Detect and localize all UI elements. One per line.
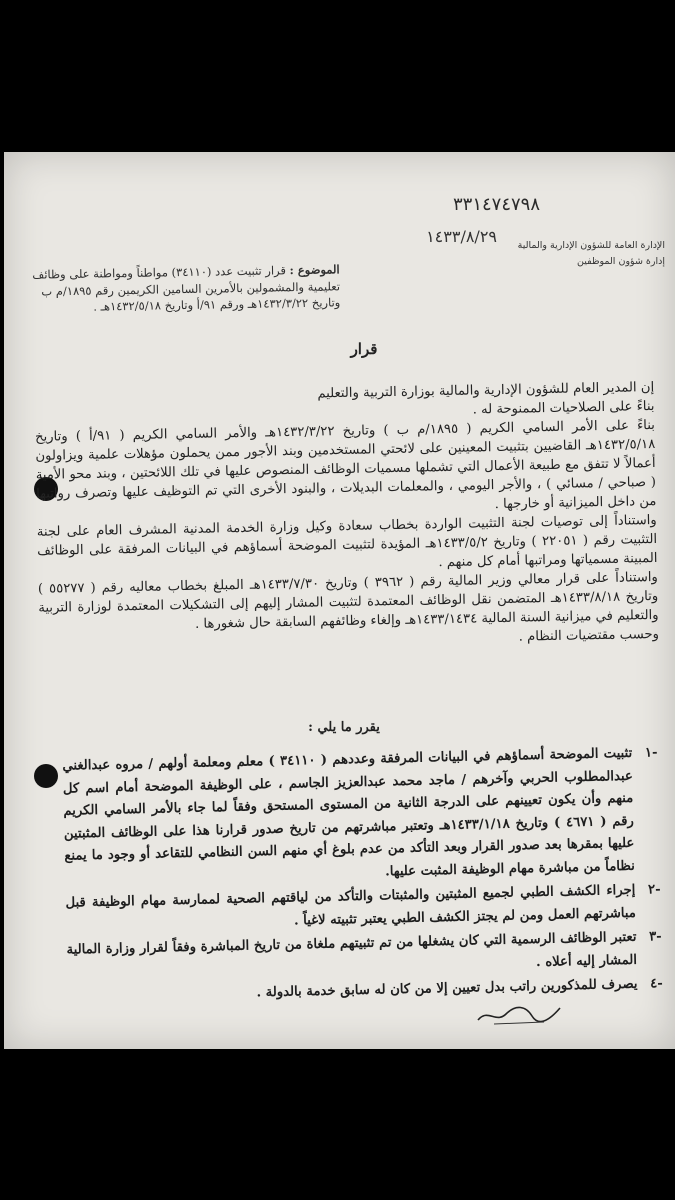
subject-label: الموضوع : bbox=[289, 262, 340, 278]
handwritten-date: ١٤٣٣/٨/٢٩ bbox=[426, 227, 497, 246]
subject-block bbox=[30, 261, 341, 316]
item-text: يصرف للمذكورين راتب بدل تعيين إلا من كان له سابق خدمة بالدولة . bbox=[256, 976, 638, 1001]
item-number: -٣ bbox=[648, 929, 662, 945]
item-number: -٤ bbox=[650, 976, 663, 992]
list-item bbox=[62, 742, 673, 891]
item-number: -١ bbox=[644, 745, 658, 761]
document-title: قرار bbox=[350, 340, 378, 358]
department-line: إدارة شؤون الموظفين bbox=[577, 256, 665, 267]
body-paragraph: وحسب مقتضيات النظام . bbox=[518, 626, 660, 645]
item-text: تثبيت الموضحة أسماؤهم في البيانات المرفقة وعددهم ( ٣٤١١٠ ) معلم ومعلمة أولهم / مروه عبدالغني عبدالمطلوب الحربي وآخرهم / ماجد محمد عبدالعزيز الجاسم ، على الوظيفة الموضحة أمام اسم كل منهم وأن يكون تعيينهم على الدرجة الثانية من المستوى المستحق وفقاً لما جاء بالأمر السامي الكريم رقم ( ٤٦٧١ ) وتاريخ ١٤٣٣/١/١٨هـ وتعتبر مباشرتهم من تاريخ صدور قرارنا هذا على الوظائف المثبتين عليها بمقرها بعد صدور القرار وبعد التأكد من عدم بلوغ أي منهم السن النظامي للتقاعد أو وجود ما يمنع نظاماً من مباشرة مهام الوظيفة المثبت عليها. bbox=[62, 745, 635, 879]
body-paragraph: بناءً على الصلاحيات الممنوحة له . bbox=[472, 398, 655, 418]
decides-label: يقرر ما يلي : bbox=[308, 720, 380, 735]
department-header bbox=[485, 238, 665, 270]
body-text bbox=[34, 378, 659, 656]
item-text: إجراء الكشف الطبي لجميع المثبتين والمثبتات والتأكد من لياقتهم الصحية لممارسة مهام الوظيفة قبل مباشرتهم العمل ومن لم يجتز الكشف الطبي يعتبر تثبيته لاغياً . bbox=[65, 882, 637, 929]
document-page bbox=[4, 152, 675, 1049]
item-number: -٢ bbox=[647, 882, 661, 898]
punch-hole bbox=[34, 764, 58, 788]
body-paragraph: إن المدير العام للشؤون الإدارية والمالية بوزارة التربية والتعليم bbox=[317, 379, 655, 402]
item-text: تعتبر الوظائف الرسمية التي كان يشغلها من تم تثبيتهم ملغاة من تاريخ المباشرة وفقاً لقرار وزارة المالية المشار إليه أعلاه . bbox=[66, 929, 638, 970]
body-paragraph: واستناداً على قرار معالي وزير المالية رقم ( ٣٩٦٢ ) وتاريخ ١٤٣٣/٧/٣٠هـ المبلغ بخطاب معاليه رقم ( ٥٥٢٧٧ ) وتاريخ ١٤٣٣/٨/١٨هـ المتضمن نقل الوظائف المعتمدة لتثبيت المشار إليهم إلى التشكيلات المعتمدة لوزارة التربية والتعليم في ميزانية السنة المالية ١٤٣٣/١٤٣٤هـ وإلغاء وظائفهم السابقة حال شغورها . bbox=[37, 569, 659, 632]
signature-mark bbox=[474, 1000, 564, 1028]
serial-number: ٣٣١٤٧٤٧٩٨ bbox=[452, 194, 540, 215]
decision-items bbox=[62, 742, 675, 1011]
body-paragraph: واستناداً إلى توصيات لجنة التثبيت الواردة بخطاب سعادة وكيل وزارة الخدمة المدنية المشرف العام على لجنة التثبيت رقم ( ٢٢٠٥١ ) وتاريخ ١٤٣٣/٥/٢هـ المؤيدة لتثبيت الموضحة أسماؤهم في البيانات المرفقة على الوظائف المبينة مسمياتها ومراتبها أمام كل منهم . bbox=[36, 512, 658, 571]
subject-text: قرار تثبيت عدد (٣٤١١٠) مواطناً ومواطنة على وظائف تعليمية والمشمولين بالأمرين السامين الكريمين رقم ١٨٩٥/م ب وتاريخ ١٤٣٢/٣/٢٢هـ ورقم ٩١/أ وتاريخ ١٤٣٢/٥/١٨هـ . bbox=[32, 263, 341, 314]
body-paragraph: بناءً على الأمر السامي الكريم ( ١٨٩٥/م ب ) وتاريخ ١٤٣٢/٣/٢٢هـ والأمر السامي الكريم ( ٩١/أ ) وتاريخ ١٤٣٢/٥/١٨هـ القاضيين بتثبيت المعينين على لائحتي المستخدمين وبند الأجور ممن يحملون مؤهلات علمية ويزاولون أعمالاً لا تتفق مع طبيعة الأعمال التي تشملها مسميات الوظائف المنصوص عليها في تلك اللائحتين ، وبند محو الأمية ( صباحي / مسائي ) ، والأجر اليومي ، والمعلمات البديلات ، والبنود الأخرى التي تم التوظيف عليها وتصرف رواتبها من داخل الميزانية أو خارجها . bbox=[34, 417, 657, 513]
department-line: الإدارة العامة للشؤون الإدارية والمالية bbox=[517, 240, 665, 251]
